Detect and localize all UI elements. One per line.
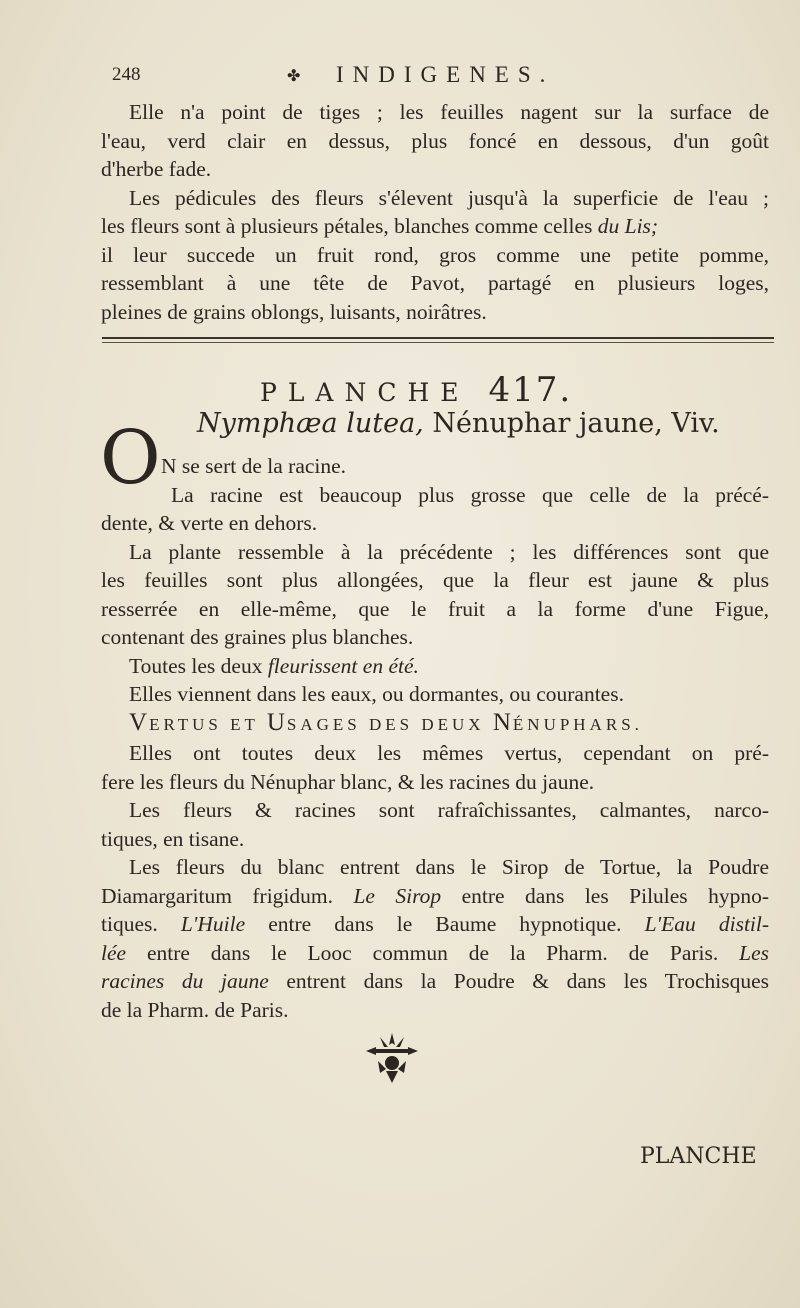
drop-cap: O xyxy=(100,415,161,501)
text-line: Les pédicules des fleurs s'élevent jusqu'à la superficie de l'eau ; xyxy=(129,185,769,210)
text-line: Elles viennent dans les eaux, ou dormantes, ou courantes. xyxy=(129,682,624,706)
section-heading-vertus: VERTUS ET USAGES DES DEUX NÉNUPHARS. xyxy=(129,708,643,736)
text-line: lée entre dans le Looc commun de la Pharm. de Paris. Les xyxy=(101,940,770,965)
plate-number: 417. xyxy=(488,370,573,410)
text-line: contenant des graines plus blanches. xyxy=(101,625,414,649)
running-header xyxy=(112,62,672,96)
page-number: 248 xyxy=(112,64,141,85)
text-line: l'eau, verd clair en dessus, plus foncé en dessous, d'un goût xyxy=(101,128,769,153)
plate-heading xyxy=(260,370,660,410)
text-line: il leur succede un fruit rond, gros comme une petite pomme, xyxy=(101,242,769,267)
plate-label: PLANCHE xyxy=(260,378,470,407)
text-line: La racine est beaucoup plus grosse que celle de la précé- xyxy=(171,482,769,507)
text-line: d'herbe fade. xyxy=(101,157,212,181)
common-name: Nénuphar jaune, Viv. xyxy=(432,408,720,439)
latin-name: Nymphæa lutea, xyxy=(197,408,424,439)
text-line: pleines de grains oblongs, luisants, noirâtres. xyxy=(101,299,487,324)
text-line: resserrée en elle-même, que le fruit a la forme d'une Figue, xyxy=(101,596,769,621)
text-line: Toutes les deux fleurissent en été. xyxy=(129,653,419,678)
text-line: La plante ressemble à la précédente ; les différences sont que xyxy=(129,539,769,564)
description-body xyxy=(101,452,769,1024)
text-line: ressemblant à une tête de Pavot, partagé en plusieurs loges, xyxy=(101,271,769,295)
text-line: de la Pharm. de Paris. xyxy=(101,997,289,1022)
running-title: INDIGENES. xyxy=(336,62,555,87)
ornament-icon: ✤ xyxy=(287,68,301,85)
text-line: N se sert de la racine. xyxy=(161,454,347,478)
text-line: les fleurs sont à plusieurs pétales, blanches comme celles du Lis; xyxy=(101,214,659,238)
text-line: Elle n'a point de tiges ; les feuilles nagent sur la surface de xyxy=(129,100,769,124)
intro-paragraph xyxy=(101,98,769,326)
text-line: racines du jaune entrent dans la Poudre & dans les Trochisques xyxy=(101,969,769,993)
text-line: Les fleurs du blanc entrent dans le Sirop de Tortue, la Poudre xyxy=(129,855,769,879)
text-line: les feuilles sont plus allongées, que la fleur est jaune & plus xyxy=(101,568,769,592)
catchword: PLANCHE xyxy=(640,1144,757,1169)
section-divider xyxy=(102,337,774,343)
text-line: tiques. L'Huile entre dans le Baume hypnotique. L'Eau distil- xyxy=(101,912,770,936)
plant-name xyxy=(197,408,757,439)
text-line: Elles ont toutes deux les mêmes vertus, cependant on pré- xyxy=(129,741,769,765)
text-line: tiques, en tisane. xyxy=(101,826,245,851)
text-line: fere les fleurs du Nénuphar blanc, & les racines du jaune. xyxy=(101,769,595,794)
fleuron-icon xyxy=(362,1027,422,1087)
text-line: Diamargaritum frigidum. Le Sirop entre dans les Pilules hypno- xyxy=(101,883,770,908)
text-line: Les fleurs & racines sont rafraîchissantes, calmantes, narco- xyxy=(129,798,769,822)
text-line: dente, & verte en dehors. xyxy=(101,511,318,535)
